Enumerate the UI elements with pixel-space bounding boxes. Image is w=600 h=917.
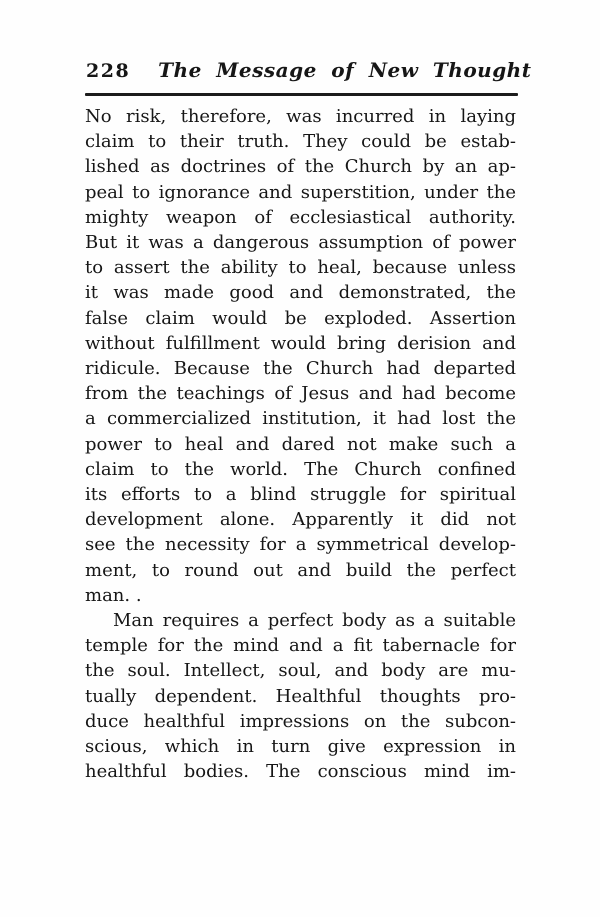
text-line: ridicule. Because the Church had departed bbox=[85, 358, 516, 380]
text-line: the soul. Intellect, soul, and body are mu- bbox=[85, 660, 516, 682]
text-line: temple for the mind and a fit tabernacle for bbox=[85, 635, 516, 657]
text-line: But it was a dangerous assumption of power bbox=[85, 232, 516, 254]
text-line: from the teachings of Jesus and had become bbox=[85, 383, 516, 405]
text-line: to assert the ability to heal, because unless bbox=[85, 257, 516, 279]
text-line: false claim would be exploded. Assertion bbox=[85, 307, 516, 329]
text-line: tually dependent. Healthful thoughts pro- bbox=[85, 685, 516, 707]
body-text bbox=[85, 104, 516, 784]
text-line: peal to ignorance and superstition, under the bbox=[85, 181, 516, 203]
text-line: claim to the world. The Church confined bbox=[85, 458, 516, 480]
text-line: a commercialized institution, it had lost the bbox=[85, 408, 516, 430]
text-line: mighty weapon of ecclesiastical authority. bbox=[85, 206, 516, 228]
text-line: ment, to round out and build the perfect bbox=[85, 559, 516, 581]
text-line: healthful bodies. The conscious mind im- bbox=[85, 761, 516, 783]
text-line: duce healthful impressions on the subcon- bbox=[85, 710, 516, 732]
text-line: claim to their truth. They could be estab- bbox=[85, 131, 516, 153]
text-line: lished as doctrines of the Church by an ap- bbox=[85, 156, 516, 178]
text-line: it was made good and demonstrated, the bbox=[85, 282, 516, 304]
text-line: see the necessity for a symmetrical develop- bbox=[85, 534, 516, 556]
text-line: development alone. Apparently it did not bbox=[85, 509, 516, 531]
text-line: its efforts to a blind struggle for spiritual bbox=[85, 484, 516, 506]
text-line-paragraph-end: man. . bbox=[85, 584, 142, 606]
running-title: The Message of New Thought bbox=[158, 58, 532, 82]
text-line: without fulfillment would bring derision and bbox=[85, 332, 516, 354]
running-head bbox=[86, 58, 532, 82]
header-rule bbox=[85, 93, 518, 96]
text-line: power to heal and dared not make such a bbox=[85, 433, 516, 455]
text-line-paragraph-start: Man requires a perfect body as a suitable bbox=[113, 610, 516, 632]
text-line: scious, which in turn give expression in bbox=[85, 736, 516, 758]
page-number: 228 bbox=[86, 60, 131, 82]
text-line: No risk, therefore, was incurred in laying bbox=[85, 106, 516, 127]
